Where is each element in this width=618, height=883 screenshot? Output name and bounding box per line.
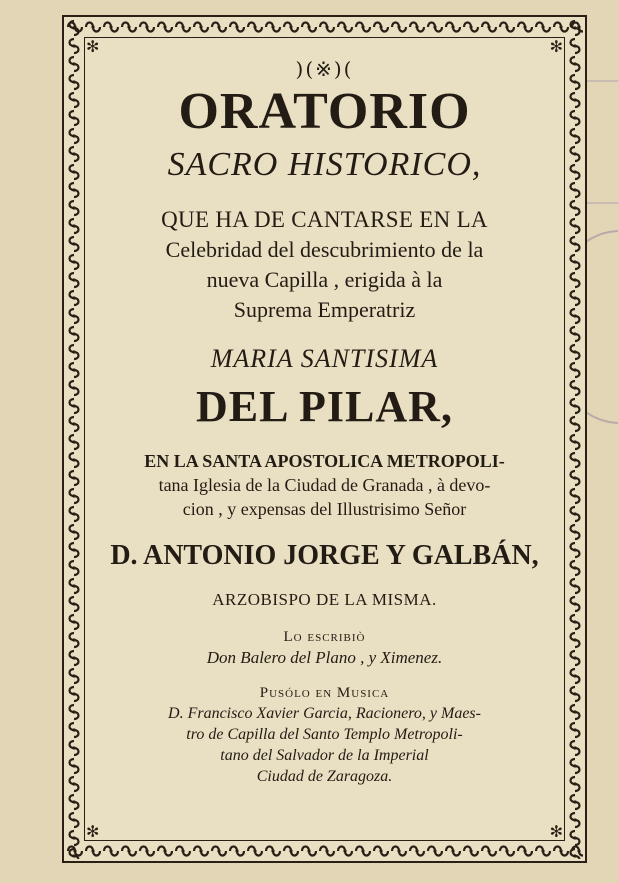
church-line-3: cion , y expensas del Illustrisimo Señor	[182, 499, 467, 519]
title-page-frame	[62, 15, 587, 863]
corner-ornament-icon: ✻	[86, 37, 100, 56]
fleuron-ornament: )(※)(	[295, 57, 354, 81]
church-line-2: tana Iglesia de la Ciudad de Granada , à devo-	[158, 475, 491, 495]
author-label: Lo escribiò	[283, 629, 366, 645]
ornamental-border-bottom	[66, 843, 583, 859]
church-line-1: EN LA SANTA APOSTOLICA METROPOLI-	[144, 451, 505, 471]
patron-name: D. ANTONIO JORGE Y GALBÁN,	[110, 540, 539, 571]
author-name: Don Balero del Plano , y Ximenez.	[206, 648, 443, 667]
composer-line-1: D. Francisco Xavier Garcia, Racionero, y Maes-	[168, 705, 481, 722]
corner-ornament-icon: ✻	[86, 822, 100, 841]
title-page-content	[86, 57, 563, 787]
ornamental-border-top	[66, 19, 583, 35]
title-line-3: nueva Capilla , erigida à la	[206, 267, 443, 292]
music-label: Pusólo en Musica	[259, 685, 390, 701]
composer-line-2: tro de Capilla del Santo Templo Metropoli-	[186, 726, 463, 743]
title-line-2: Celebridad del descubrimiento de la	[165, 237, 484, 262]
subtitle: SACRO HISTORICO,	[167, 146, 482, 183]
corner-ornament-icon: ✻	[549, 37, 563, 56]
composer-line-4: Ciudad de Zaragoza.	[256, 768, 393, 785]
title-line-4: Suprema Emperatriz	[233, 297, 416, 322]
corner-ornament-icon: ✻	[549, 822, 563, 841]
del-pilar: DEL PILAR,	[196, 382, 453, 431]
composer-line-3: tano del Salvador de la Imperial	[220, 747, 429, 764]
patron-title: ARZOBISPO DE LA MISMA.	[212, 590, 437, 609]
maria-santisima: MARIA SANTISIMA	[210, 344, 439, 373]
main-title: ORATORIO	[178, 83, 471, 140]
ornamental-border-left	[66, 19, 82, 859]
ornamental-border-right	[567, 19, 583, 859]
title-line-1: QUE HA DE CANTARSE EN LA	[161, 207, 488, 232]
